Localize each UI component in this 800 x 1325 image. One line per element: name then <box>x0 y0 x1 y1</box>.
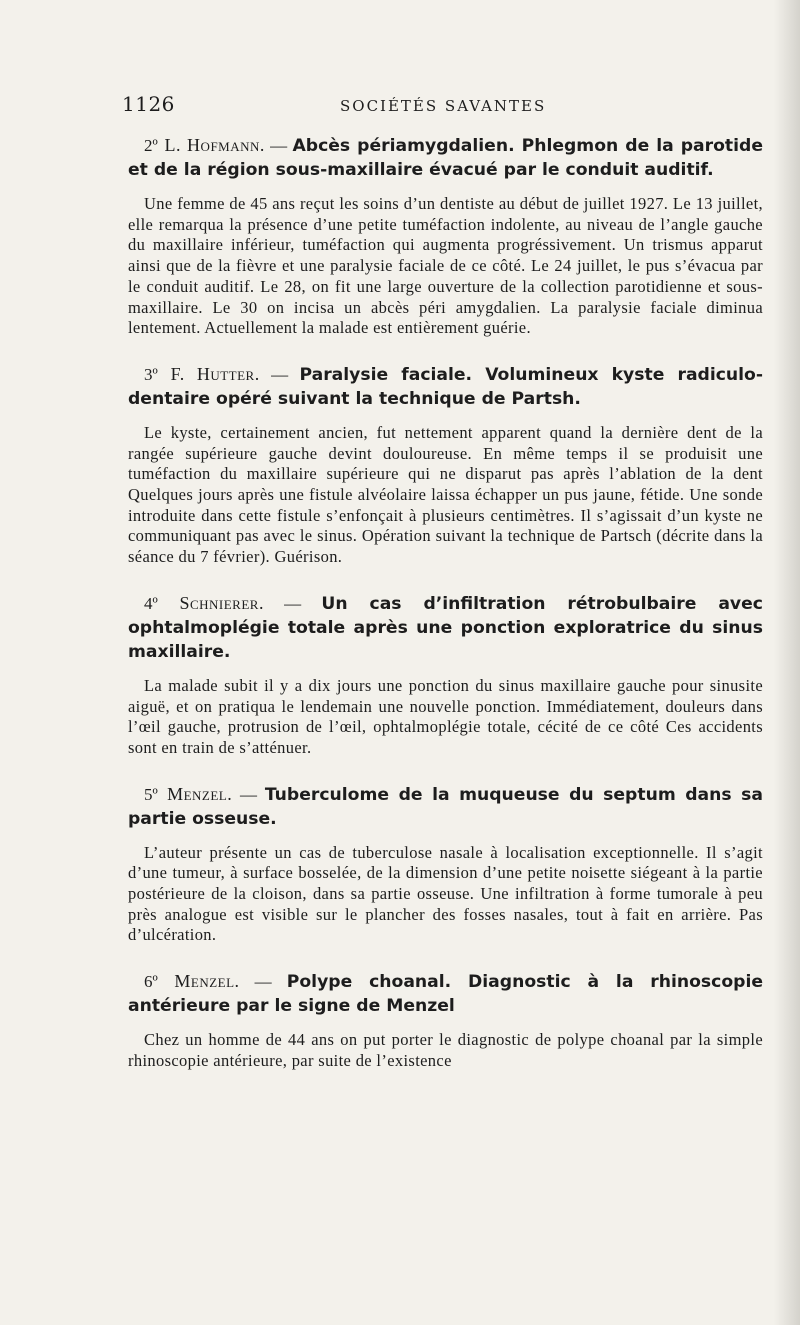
page-number: 1126 <box>122 92 175 116</box>
page-content <box>128 134 763 1096</box>
entry-body: Le kyste, certainement ancien, fut nettement apparent quand la dernière dent de la rangée supérieure gauche devint douloureuse. En même temps il se produisit une tuméfaction du maxillaire supérieure qui ne disparut pas après l’ablation de la dent Quelques jours après une fistule alvéolaire laissa échapper un pus jaune, fétide. Une sonde introduite dans cette fistule s’enfonçait à plusieurs centimètres. Il s’agissait d’un kyste ne communiquant pas avec le sinus. Opération suivant la technique de Partsch (décrite dans la séance du 7 février). Guérison. <box>128 422 763 567</box>
page-edge-shadow <box>774 0 800 1325</box>
entry-title: Abcès périamygdalien. Phlegmon de la parotide et de la région sous-maxillaire évacué par le conduit auditif. <box>128 136 763 180</box>
entry-number: 6º <box>144 972 158 992</box>
entry-heading <box>128 783 763 831</box>
entry-title: Un cas d’infiltration rétrobulbaire avec ophtalmoplégie totale après une ponction exploratrice du sinus maxillaire. <box>128 593 763 662</box>
entry-title: Polype choanal. Diagnostic à la rhinoscopie antérieure par le signe de Menzel <box>128 972 763 1017</box>
entry-hofmann <box>128 134 763 339</box>
entry-heading <box>128 592 763 664</box>
entry-author: L. Hofmann. <box>164 135 265 155</box>
entry-body: L’auteur présente un cas de tuberculose nasale à localisation exceptionnelle. Il s’agit d’une tumeur, à surface bosselée, de la dimension d’une petite noisette siégeant à la partie postérieure de la cloison, dans sa partie osseuse. Une infiltration à forme tumorale à peu près analogue est visible sur le plancher des fosses nasales, tout à fait en arrière. Pas d’ulcération. <box>128 842 763 945</box>
entry-author: Schnierer. <box>179 592 264 613</box>
entry-author: Menzel. <box>167 783 233 804</box>
entry-number: 4º <box>144 593 158 613</box>
entry-heading <box>128 363 763 411</box>
entry-author: F. Hutter. <box>170 363 260 384</box>
entry-number: 3º <box>144 364 158 384</box>
entry-dash: — <box>232 784 265 804</box>
entry-dash: — <box>264 136 293 155</box>
entry-title: Paralysie faciale. Volumineux kyste radiculo-dentaire opéré suivant la technique de Partsh. <box>128 364 763 409</box>
entry-dash: — <box>239 972 287 992</box>
entry-menzel-tuberculome <box>128 783 763 947</box>
entry-heading <box>128 134 763 182</box>
entry-title: Tuberculome de la muqueuse du septum dans sa partie osseuse. <box>128 784 763 829</box>
entry-body: Chez un homme de 44 ans on put porter le diagnostic de polype choanal par la simple rhinoscopie antérieure, par suite de l’existence <box>128 1030 763 1070</box>
entry-body: La malade subit il y a dix jours une ponction du sinus maxillaire gauche pour sinusite aiguë, et on pratiqua le lendemain une nouvelle ponction. Immédiatement, douleurs dans l’œil gauche, protrusion de l’œil, ophtalmoplégie totale, cécité de ce côté Ces accidents sont en train de s’atténuer. <box>128 675 763 757</box>
page-header <box>122 92 758 120</box>
running-head: SOCIÉTÉS SAVANTES <box>340 97 547 115</box>
entry-hutter <box>128 363 763 568</box>
entry-author: Menzel. <box>174 971 240 992</box>
entry-dash: — <box>259 364 300 384</box>
entry-heading <box>128 970 763 1018</box>
entry-dash: — <box>263 593 322 613</box>
entry-number: 2º <box>144 136 158 155</box>
entry-number: 5º <box>144 784 158 804</box>
entry-menzel-polype <box>128 970 763 1071</box>
entry-body: Une femme de 45 ans reçut les soins d’un dentiste au début de juillet 1927. Le 13 juillet, elle remarqua la présence d’une petite tuméfaction indolente, au niveau de l’angle gauche du maxillaire inférieur, tuméfaction qui augmenta progréssivement. Un trismus apparut ainsi que de la fièvre et une paralysie faciale de ce côté. Le 24 juillet, le pus s’évacua par le conduit auditif. Le 28, on fit une large ouverture de la collection parotidienne et sous-maxillaire. Le 30 on incisa un abcès péri amygdalien. La paralysie faciale diminua lentement. Actuellement la malade est entièrement guérie. <box>128 194 763 338</box>
entry-schnierer <box>128 592 763 759</box>
